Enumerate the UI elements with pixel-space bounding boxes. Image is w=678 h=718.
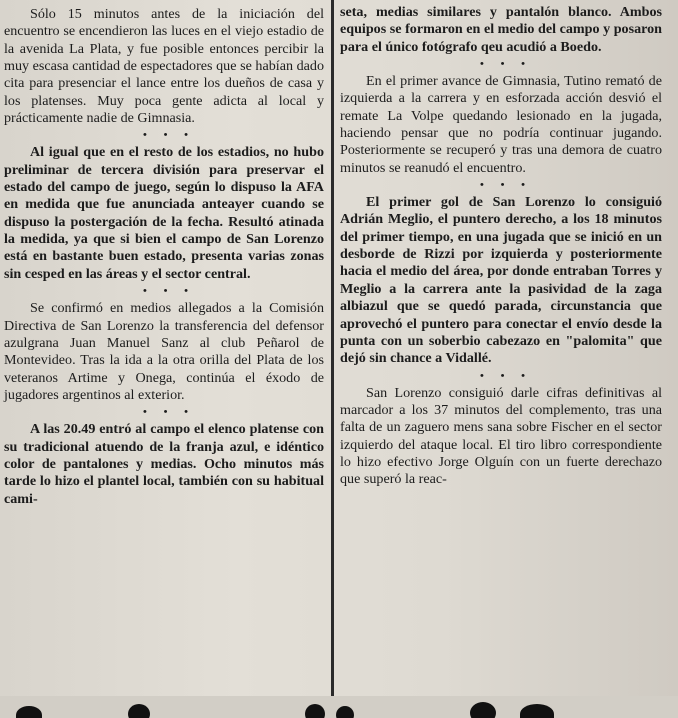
paragraph-stadium-lights: Sólo 15 minutos antes de la iniciación del encuentro se encendieron las luces en el viejo estadio de la avenida La Plata, y fue posible entonces percibir la muy escasa cantidad de espectadores que se habían dado cita para presenciar el lance entre los dueños de casa y los platenses. Muy poca gente adicta al local y prácticamente nadie de Gimnasia. <box>4 6 324 127</box>
right-column <box>340 4 662 489</box>
section-separator: • • • <box>479 58 533 71</box>
cropped-glyph <box>305 704 325 718</box>
cropped-glyph <box>520 704 554 718</box>
cropped-glyph <box>128 704 150 718</box>
section-separator: • • • <box>142 406 196 419</box>
paragraph-teams-enter: A las 20.49 entró al campo el elenco platense con su tradicional atuendo de la franja azul, e idéntico color de pantalones y medias. Ocho minutos más tarde lo hizo el plantel local, también con su habitual cami- <box>4 421 324 507</box>
paragraph-sanz-transfer: Se confirmó en medios allegados a la Comisión Directiva de San Lorenzo la transferencia del defensor azulgrana Juan Manuel Sanz al club Peñarol de Montevideo. Tras la ida a la otra orilla del Plata de los veteranos Artime y Onega, continúa el éxodo de jugadores argentinos al exterior. <box>4 300 324 403</box>
section-separator: • • • <box>479 179 533 192</box>
paragraph-second-goal: San Lorenzo consiguió darle cifras definitivas al marcador a los 37 minutos del complemento, tras una falta de un zaguero mens sana sobre Fischer en el sector izquierdo del ataque local. El tiro libro correspondiente lo hizo efectivo Jorge Olguín con un fuerte derechazo que superó la reac- <box>340 384 662 488</box>
paragraph-first-goal: El primer gol de San Lorenzo lo consiguió Adrián Meglio, el puntero derecho, a los 18 minutos del primer tiempo, en una jugada que se inició en un desborde de Rizzi por izquierda y posteriormente hacia el medio del área, por donde entraban Torres y Meglio a la carrera ante la pasividad de la zaga albiazul que se quedó parada, circunstancia que aprovechó el puntero para conectar el envío desde la punta con un soberbio cabezazo en "palomita" que dejó sin chance a Vidallé. <box>340 194 662 367</box>
cropped-glyph <box>16 706 42 718</box>
section-separator: • • • <box>142 285 196 298</box>
section-separator: • • • <box>479 369 533 382</box>
paragraph-teams-pose: seta, medias similares y pantalón blanco. Ambos equipos se formaron en el medio del campo y posaron para el único fotógrafo qeu acudió a Boedo. <box>340 4 662 55</box>
paragraph-first-attack: En el primer avance de Gimnasia, Tutino remató de izquierda a la carrera y en esforzada acción desvió el remate La Volpe quedando lesionado en la jugada, haciendo pensar que no podría continuar jugando. Posteriormente se recuperó y tras una demora de cuatro minutos se reanudó el encuentro. <box>340 73 662 176</box>
cropped-glyph <box>470 702 496 718</box>
cropped-headline-strip <box>0 696 678 718</box>
section-separator: • • • <box>142 129 196 142</box>
left-column <box>4 6 324 508</box>
cropped-glyph <box>336 706 354 718</box>
paragraph-no-preliminary: Al igual que en el resto de los estadios, no hubo preliminar de tercera división para preservar el estado del campo de juego, según lo dispuso la AFA en medida que fue anunciada anteayer cuando se dispuso la postergación de la fecha. Resultó atinada la medida, ya que si bien el campo de San Lorenzo está en bastante buen estado, presenta varias zonas sin cesped en las áreas y el sector central. <box>4 144 324 282</box>
column-divider <box>331 0 334 700</box>
